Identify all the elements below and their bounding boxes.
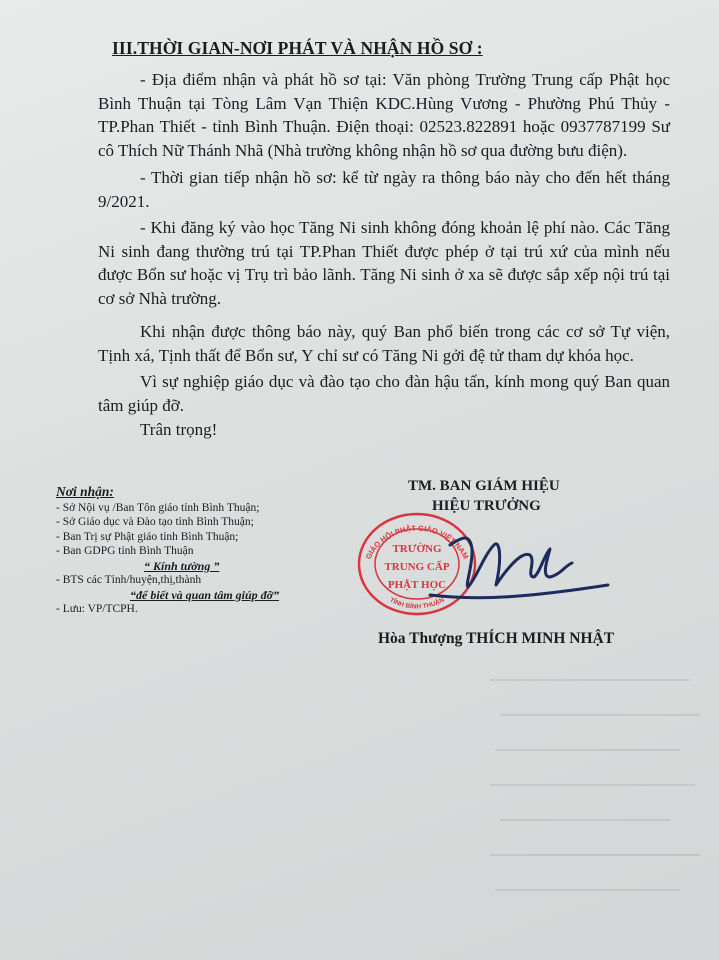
section-heading: III.THỜI GIAN-NƠI PHÁT VÀ NHẬN HỒ SƠ : [112, 38, 483, 58]
seal-line-3: PHẬT HỌC [387, 579, 447, 591]
recipient-item: - Sở Giáo dục và Đào tạo tỉnh Bình Thuận; [56, 516, 254, 528]
paragraph-notice: Khi nhận được thông báo này, quý Ban phổ biến trong các cơ sở Tự viện, Tịnh xá, Tịnh thất để Bổn sư, Y chỉ sư có Tăng Ni gởi đệ tử tham dự khóa học. [98, 322, 670, 365]
signature-title: HIỆU TRƯỞNG [432, 498, 541, 514]
seal-line-1: TRƯỜNG [392, 543, 442, 555]
recipient-item: - Lưu: VP/TCPH. [56, 603, 138, 615]
recipient-item: - Ban Trị sự Phật giáo tỉnh Bình Thuận; [56, 530, 239, 543]
closing-text: Trân trọng! [140, 420, 218, 439]
recipient-note: “ Kính tường ” [144, 558, 220, 573]
paragraph-request: Vì sự nghiệp giáo dục và đào tạo cho đàn hậu tấn, kính mong quý Ban quan tâm giúp đỡ. [98, 372, 670, 415]
paragraph-fees: - Khi đăng ký vào học Tăng Ni sinh không đóng khoản lệ phí nào. Các Tăng Ni sinh đang thường trú tại TP.Phan Thiết được phép ở tại trú xứ của mình nếu được Bổn sư hoặc vị Trụ trì bảo lãnh. Tăng Ni sinh ở xa sẽ được sắp xếp nội trú tại cơ sở Nhà trường. [98, 218, 670, 308]
seal-line-2: TRUNG CẤP [384, 561, 450, 573]
recipients-block [56, 485, 356, 617]
seal-bottom-text: TỈNH BÌNH THUẬN [388, 596, 446, 611]
recipient-note: “để biết và quan tâm giúp đỡ” [130, 587, 280, 602]
recipient-item: - BTS các Tỉnh/huyện,thị,thành [56, 574, 202, 586]
paragraph-location: - Địa điểm nhận và phát hồ sơ tại: Văn phòng Trường Trung cấp Phật học Bình Thuận tại Tòng Lâm Vạn Thiện KDC.Hùng Vương - Phường Phú Thủy - TP.Phan Thiết - tỉnh Bình Thuận. Điện thoại: 02523.822891 hoặc 0937787199 Sư cô Thích Nữ Thánh Nhã (Nhà trường không nhận hồ sơ qua đường bưu điện). [98, 70, 670, 160]
recipient-item: - Ban GDPG tỉnh Bình Thuận [56, 545, 194, 557]
seal-ring-text: GIÁO HỘI PHẬT GIÁO VIỆT NAM [363, 523, 471, 561]
handwritten-signature [410, 515, 610, 620]
recipient-item: - Sở Nội vụ /Ban Tôn giáo tỉnh Bình Thuận; [56, 501, 260, 514]
recipients-title: Nơi nhận: [56, 484, 114, 499]
bleed-through-lines [480, 660, 710, 950]
signer-name: Hòa Thượng THÍCH MINH NHẬT [378, 630, 615, 647]
paragraph-time: - Thời gian tiếp nhận hồ sơ: kể từ ngày ra thông báo này cho đến hết tháng 9/2021. [98, 168, 670, 211]
signature-org: TM. BAN GIÁM HIỆU [408, 478, 560, 494]
